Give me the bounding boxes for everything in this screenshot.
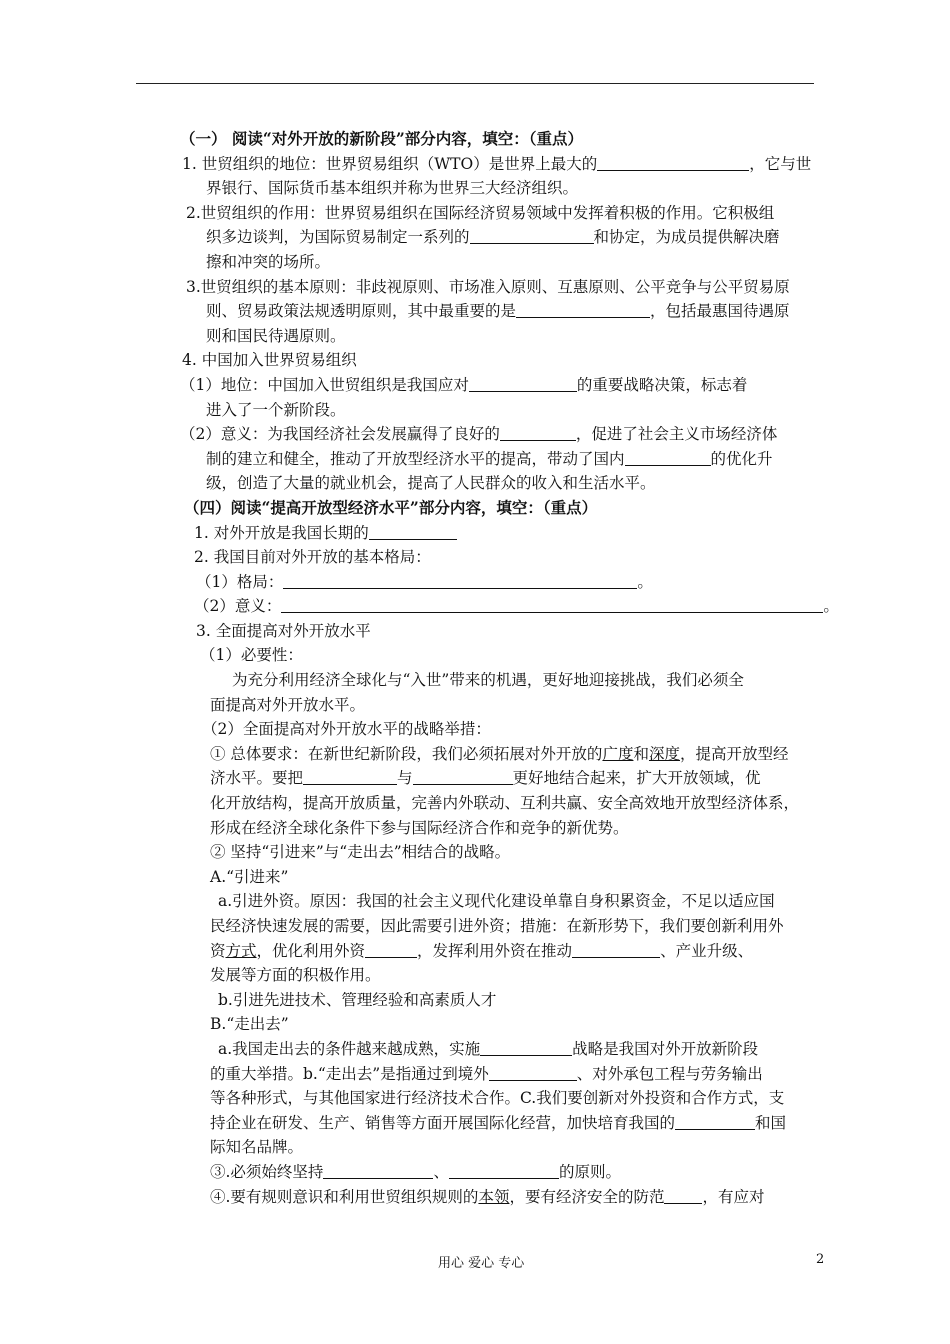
text-span: 擦和冲突的场所。	[206, 252, 331, 271]
text-line	[182, 348, 820, 373]
text-span: 持企业在研发、生产、销售等方面开展国际化经营，加快培育我国的	[210, 1113, 676, 1132]
page-number: 2	[816, 1252, 825, 1267]
text-line	[194, 594, 839, 619]
fill-blank[interactable]	[365, 941, 417, 958]
text-line	[206, 299, 820, 324]
underlined-term: 方式	[225, 941, 257, 960]
text-line	[206, 250, 820, 275]
fill-blank[interactable]	[413, 768, 513, 785]
text-span: ④.要有规则意识和利用世贸组织规则的	[210, 1187, 479, 1206]
text-line	[194, 521, 820, 546]
text-line	[210, 914, 820, 939]
fill-blank[interactable]	[664, 1187, 702, 1204]
text-span: 发展等方面的积极作用。	[210, 966, 381, 985]
text-span: 与	[397, 769, 413, 788]
text-line	[210, 963, 820, 988]
fill-blank[interactable]	[480, 1039, 572, 1056]
text-span: 制的建立和健全，推动了开放型经济水平的提高，带动了国内	[206, 449, 625, 468]
text-line	[210, 742, 820, 767]
text-line	[210, 1185, 820, 1210]
text-line	[210, 865, 820, 890]
text-span: 1. 世贸组织的地位：世界贸易组织（WTO）是世界上最大的	[182, 154, 598, 173]
fill-blank[interactable]	[572, 941, 660, 958]
fill-blank[interactable]	[675, 1113, 755, 1130]
text-span: a.我国走出去的条件越来越成熟，实施	[218, 1039, 481, 1058]
text-line	[186, 275, 820, 300]
text-span: 进入了一个新阶段。	[206, 400, 346, 419]
text-span: 更好地结合起来，扩大开放领域，优	[512, 769, 761, 788]
text-span: （2）意义：为我国经济社会发展赢得了良好的	[180, 425, 500, 444]
text-span: 形成在经济全球化条件下参与国际经济合作和竞争的新优势。	[210, 818, 629, 837]
text-span: 则、贸易政策法规透明原则，其中最重要的是	[206, 302, 517, 321]
text-span: （1）必要性：	[200, 646, 303, 665]
fill-blank[interactable]	[281, 596, 823, 613]
text-span: ，发挥利用外资在推动	[417, 941, 573, 960]
text-line	[232, 668, 820, 693]
text-line	[210, 939, 820, 964]
text-span: 等各种形式，与其他国家进行经济技术合作。C.我们要创新对外投资和合作方式，支	[210, 1089, 785, 1108]
text-line	[200, 643, 820, 668]
text-span: 为充分利用经济全球化与“入世”带来的机遇，更好地迎接挑战，我们必须全	[232, 671, 744, 690]
text-span: 则和国民待遇原则。	[206, 326, 346, 345]
text-span: 化开放结构，提高开放质量，完善内外联动、互利共赢、安全高效地开放型经济体系，	[210, 794, 800, 813]
text-span: 。	[637, 572, 653, 591]
text-span: 面提高对外开放水平。	[210, 695, 366, 714]
heading-text: （一） 阅读“对外开放的新阶段”部分内容，填空：（重点）	[180, 129, 583, 148]
text-line	[194, 545, 820, 570]
section-heading-1	[180, 127, 820, 152]
text-line	[210, 1086, 820, 1111]
heading-text: （四）阅读“提高开放型经济水平”部分内容，填空：（重点）	[184, 497, 598, 517]
text-span: 、对外承包工程与劳务输出	[576, 1064, 763, 1083]
text-span: 1. 对外开放是我国长期的	[194, 523, 369, 542]
text-span: ③.必须始终坚持	[210, 1162, 324, 1181]
text-line	[196, 619, 820, 644]
text-span: 级，创造了大量的就业机会，提高了人民群众的收入和生活水平。	[206, 474, 656, 493]
text-span: ② 坚持“引进来”与“走出去”相结合的战略。	[210, 843, 511, 862]
text-line	[186, 201, 820, 226]
text-line	[210, 840, 820, 865]
text-span: 资	[210, 941, 226, 960]
fill-blank[interactable]	[449, 1162, 559, 1179]
text-span: 4. 中国加入世界贸易组织	[182, 351, 357, 370]
fill-blank[interactable]	[469, 375, 577, 392]
fill-blank[interactable]	[516, 301, 650, 318]
text-span: ，提高开放型经	[679, 744, 789, 763]
text-span: 界银行、国际货币基本组织并称为世界三大经济组织。	[206, 179, 579, 198]
text-span: 。	[823, 597, 839, 616]
text-line	[182, 152, 820, 177]
text-span: ，有应对	[702, 1187, 765, 1206]
text-line	[210, 1111, 820, 1136]
text-line	[210, 693, 820, 718]
text-span: （1）格局：	[196, 572, 284, 591]
text-span: b.引进先进技术、管理经验和高素质人才	[218, 990, 497, 1009]
fill-blank[interactable]	[489, 1064, 577, 1081]
text-span: 际知名品牌。	[210, 1138, 304, 1157]
text-line	[180, 373, 820, 398]
text-span: ，优化利用外资	[256, 941, 366, 960]
underlined-term: 广度	[602, 744, 634, 763]
text-span: ，要有经济安全的防范	[509, 1187, 665, 1206]
text-line	[210, 816, 820, 841]
text-line	[210, 766, 820, 791]
text-line	[210, 1135, 820, 1160]
text-line	[218, 1037, 820, 1062]
text-line	[202, 717, 820, 742]
text-line	[210, 1062, 820, 1087]
underlined-term: 本领	[478, 1187, 510, 1206]
text-line	[206, 447, 820, 472]
text-span: 民经济快速发展的需要，因此需要引进外资；措施：在新形势下，我们要创新利用外	[210, 917, 784, 935]
fill-blank[interactable]	[323, 1162, 433, 1179]
fill-blank[interactable]	[470, 227, 594, 244]
text-line	[206, 398, 820, 423]
text-span: 的重大举措。b.“走出去”是指通过到境外	[210, 1064, 489, 1083]
text-span: ，包括最惠国待遇原	[650, 302, 790, 321]
text-span: A.“引进来”	[210, 867, 289, 886]
text-span: 的优化升	[710, 449, 773, 468]
text-line	[196, 570, 820, 595]
text-span: 济水平。要把	[210, 769, 304, 788]
text-span: 的重要战略决策，标志着	[576, 375, 748, 394]
text-span: 3. 全面提高对外开放水平	[196, 621, 371, 640]
text-span: ，它与世	[749, 154, 812, 173]
text-line	[218, 889, 820, 914]
fill-blank[interactable]	[283, 572, 637, 589]
text-span: （2）全面提高对外开放水平的战略举措：	[202, 720, 491, 739]
text-span: 、	[433, 1162, 449, 1181]
underlined-term: 深度	[648, 744, 680, 763]
fill-blank[interactable]	[625, 449, 711, 466]
text-line	[206, 471, 820, 496]
text-span: （1）地位：中国加入世贸组织是我国应对	[180, 375, 469, 394]
text-line	[180, 422, 820, 447]
text-span: 2. 我国目前对外开放的基本格局：	[194, 548, 431, 567]
text-span: 和	[633, 744, 649, 763]
text-span: 2.世贸组织的作用：世界贸易组织在国际经济贸易领域中发挥着积极的作用。它积极组	[186, 203, 775, 222]
text-span: 的原则。	[558, 1162, 621, 1181]
text-span: B.“走出去”	[210, 1015, 289, 1034]
text-line	[210, 791, 820, 816]
text-span: 、产业升级、	[660, 941, 754, 960]
text-span: （2）意义：	[194, 597, 282, 616]
text-line	[206, 176, 820, 201]
text-span: a.引进外资。原因：我国的社会主义现代化建设单靠自身积累资金，不足以适应国	[218, 892, 775, 911]
text-span: 织多边谈判，为国际贸易制定一系列的	[206, 228, 470, 247]
fill-blank[interactable]	[500, 424, 576, 441]
document-body	[180, 127, 839, 1209]
fill-blank[interactable]	[369, 523, 457, 540]
fill-blank[interactable]	[303, 768, 397, 785]
text-span: 3.世贸组织的基本原则：非歧视原则、市场准入原则、互惠原则、公平竞争与公平贸易原	[186, 277, 790, 296]
text-span: 战略是我国对外开放新阶段	[572, 1039, 759, 1058]
text-line	[210, 1160, 820, 1185]
section-heading-4	[184, 496, 820, 521]
text-line	[210, 1012, 820, 1037]
text-span: ① 总体要求：在新世纪新阶段，我们必须拓展对外开放的	[210, 744, 603, 763]
text-span: 和国	[755, 1113, 787, 1132]
text-span: ，促进了社会主义市场经济体	[575, 425, 778, 444]
text-span: 和协定，为成员提供解决磨	[593, 228, 780, 247]
header-rule	[136, 83, 814, 84]
text-line	[206, 225, 820, 250]
text-line	[218, 988, 820, 1013]
text-line	[206, 324, 820, 349]
fill-blank[interactable]	[597, 154, 749, 171]
footer-slogan: 用心 爱心 专心	[438, 1256, 525, 1271]
